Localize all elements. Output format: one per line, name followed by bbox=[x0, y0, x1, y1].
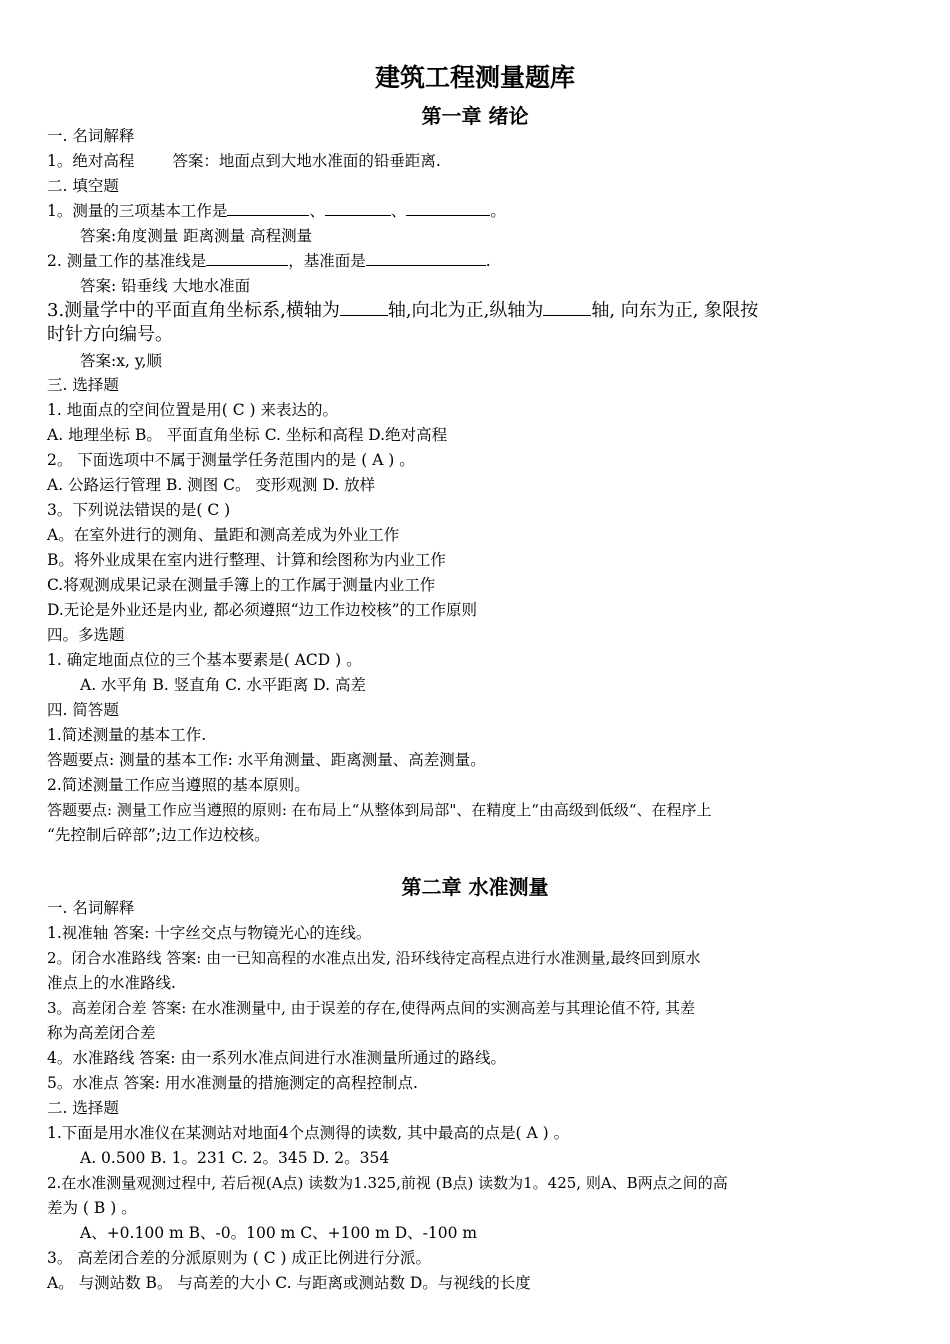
question-line: 2.在水准测量观测过程中, 若后视(A点) 读数为1.325,前视 (B点) 读数为1。425, 则A、B两点之间的高 bbox=[47, 1174, 728, 1192]
question-line: 2。 下面选项中不属于测量学任务范围内的是 ( A ) 。 bbox=[47, 451, 415, 469]
question-line: 2.简述测量工作应当遵照的基本原则。 bbox=[47, 776, 310, 794]
question-line: 3。下列说法错误的是( C ) bbox=[47, 501, 231, 519]
section-heading: 一. 名词解释 bbox=[47, 127, 135, 145]
question-text: 3.测量学中的平面直角坐标系,横轴为 bbox=[47, 300, 340, 321]
answer-text: 答题要点: 测量的基本工作: 水平角测量、距离测量、高差测量。 bbox=[47, 751, 486, 769]
fill-blank bbox=[325, 201, 391, 216]
question-line bbox=[47, 150, 441, 172]
fill-blank bbox=[206, 251, 288, 266]
options-line: B。将外业成果在室内进行整理、计算和绘图称为内业工作 bbox=[47, 551, 446, 569]
question-line: 1. 确定地面点位的三个基本要素是( ACD ) 。 bbox=[47, 651, 362, 669]
question-line: 3。 高差闭合差的分派原则为 ( C ) 成正比例进行分派。 bbox=[47, 1249, 431, 1267]
question-text: 2. 测量工作的基准线是 bbox=[47, 252, 207, 270]
options-line: C.将观测成果记录在测量手簿上的工作属于测量内业工作 bbox=[47, 576, 436, 594]
options-line: A. 地理坐标 B。 平面直角坐标 C. 坐标和高程 D.绝对高程 bbox=[47, 426, 448, 444]
question-line: 时针方向编号。 bbox=[47, 324, 173, 345]
question-line bbox=[47, 250, 491, 272]
question-text: 、 bbox=[390, 202, 407, 220]
document-title: 建筑工程测量题库 bbox=[374, 63, 575, 92]
question-text: 1。测量的三项基本工作是 bbox=[47, 202, 228, 220]
question-line: 3。高差闭合差 答案: 在水准测量中, 由于误差的存在,使得两点间的实测高差与其理论值不符, 其差 bbox=[47, 999, 695, 1017]
question-line: 1.下面是用水准仪在某测站对地面4个点测得的读数, 其中最高的点是( A ) 。 bbox=[47, 1124, 570, 1142]
question-line: 4。水准路线 答案: 由一系列水准点间进行水准测量所通过的路线。 bbox=[47, 1049, 506, 1067]
section-heading: 四. 简答题 bbox=[47, 701, 119, 719]
question-line: 5。水准点 答案: 用水准测量的措施测定的高程控制点. bbox=[47, 1074, 418, 1092]
question-text: 。 bbox=[490, 202, 506, 220]
answer-text: 答案:x, y,顺 bbox=[80, 352, 162, 370]
section-heading: 二. 选择题 bbox=[47, 1099, 119, 1117]
section-heading: 三. 选择题 bbox=[47, 376, 119, 394]
answer-text: 答案：地面点到大地水准面的铅垂距离. bbox=[172, 152, 441, 170]
answer-text: 答题要点: 测量工作应当遵照的原则: 在布局上“从整体到局部"、在精度上“由高级到低级“、在程序上 bbox=[47, 801, 712, 819]
chapter1-title: 第一章 绪论 bbox=[421, 104, 529, 128]
fill-blank bbox=[406, 201, 490, 216]
answer-text: 答案: 铅垂线 大地水准面 bbox=[80, 277, 251, 295]
question-line bbox=[47, 200, 506, 222]
options-line: D.无论是外业还是内业, 都必须遵照“边工作边校核”的工作原则 bbox=[47, 601, 478, 619]
fill-blank bbox=[340, 299, 388, 316]
question-line bbox=[47, 299, 758, 322]
options-line: A. 0.500 B. 1。231 C. 2。345 D. 2。354 bbox=[80, 1149, 390, 1167]
question-line: 差为 ( B ) 。 bbox=[47, 1199, 137, 1217]
question-text: 、 bbox=[309, 202, 325, 220]
question-text: 轴, 向东为正, 象限按 bbox=[591, 300, 759, 321]
question-text: ，基准面是 bbox=[288, 252, 366, 270]
question-line: 2。闭合水准路线 答案: 由一已知高程的水准点出发, 沿环线待定高程点进行水准测量,最终回到原水 bbox=[47, 949, 701, 967]
question-text: 1。绝对高程 bbox=[47, 152, 135, 170]
question-line: 1. 地面点的空间位置是用( C ) 来表达的。 bbox=[47, 401, 338, 419]
section-heading: 四。多选题 bbox=[47, 626, 125, 644]
question-line: 准点上的水准路线. bbox=[47, 974, 176, 992]
options-line: A。在室外进行的测角、量距和测高差成为外业工作 bbox=[47, 526, 400, 544]
answer-text: 答案:角度测量 距离测量 高程测量 bbox=[80, 227, 313, 245]
question-line: 称为高差闭合差 bbox=[47, 1024, 156, 1042]
chapter2-title: 第二章 水准测量 bbox=[401, 875, 549, 899]
answer-text: “先控制后碎部”;边工作边校核。 bbox=[47, 826, 270, 844]
question-line: 1.视准轴 答案: 十字丝交点与物镜光心的连线。 bbox=[47, 924, 372, 942]
options-line: A. 水平角 B. 竖直角 C. 水平距离 D. 高差 bbox=[80, 676, 366, 694]
question-line: 1.简述测量的基本工作. bbox=[47, 726, 207, 744]
options-line: A。 与测站数 B。 与高差的大小 C. 与距离或测站数 D。与视线的长度 bbox=[47, 1274, 531, 1292]
fill-blank bbox=[543, 299, 591, 316]
question-text: 轴,向北为正,纵轴为 bbox=[387, 300, 544, 321]
options-line: A、+0.100 m B、-0。100 m C、+100 m D、-100 m bbox=[80, 1224, 478, 1242]
question-text: . bbox=[485, 252, 491, 270]
fill-blank bbox=[366, 251, 486, 266]
section-heading: 一. 名词解释 bbox=[47, 899, 135, 917]
section-heading: 二. 填空题 bbox=[47, 177, 119, 195]
options-line: A. 公路运行管理 B. 测图 C。 变形观测 D. 放样 bbox=[47, 476, 376, 494]
fill-blank bbox=[227, 201, 309, 216]
